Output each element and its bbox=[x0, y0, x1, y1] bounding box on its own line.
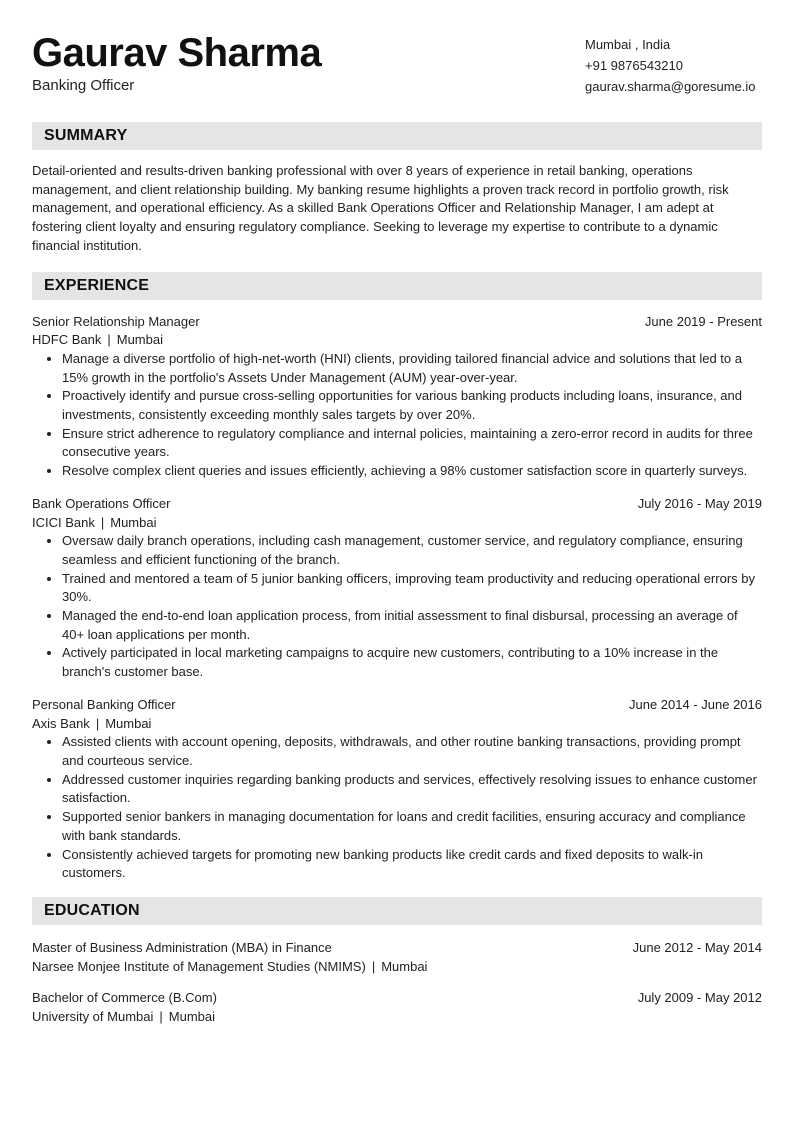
edu-school: Narsee Monjee Institute of Management Studies (NMIMS) bbox=[32, 958, 366, 974]
job-bullet: • Consistently achieved targets for promoting new banking products like credit cards and fixed deposits to walk-in customers. bbox=[62, 846, 762, 883]
summary-section bbox=[32, 122, 762, 256]
job-company: ICICI Bank bbox=[32, 514, 95, 530]
experience-item bbox=[32, 696, 762, 883]
separator: | bbox=[95, 715, 100, 731]
candidate-name: Gaurav Sharma bbox=[32, 31, 322, 75]
separator: | bbox=[371, 958, 376, 974]
edu-location: Mumbai bbox=[381, 958, 428, 974]
job-role: Senior Relationship Manager bbox=[32, 313, 200, 329]
job-bullet: • Proactively identify and pursue cross-selling opportunities for various banking products including loans, insurance, and investments, consistently exceeding monthly sales targets by over 20%. bbox=[62, 387, 762, 424]
education-heading: EDUCATION bbox=[32, 897, 762, 925]
separator: | bbox=[159, 1009, 163, 1025]
job-location: Mumbai bbox=[105, 715, 152, 731]
education-section bbox=[32, 897, 762, 1027]
job-company: HDFC Bank bbox=[32, 332, 102, 348]
job-dates: June 2019 - Present bbox=[644, 313, 762, 329]
job-bullet: • Trained and mentored a team of 5 junior banking officers, improving team productivity and reducing operational errors by 30%. bbox=[62, 570, 762, 607]
contact-phone: +91 9876543210 bbox=[585, 58, 683, 73]
experience-item bbox=[32, 313, 762, 481]
job-bullet: • Addressed customer inquiries regarding banking products and services, effectively resolving issues to enhance customer satisfaction. bbox=[62, 771, 762, 808]
job-dates: July 2016 - May 2019 bbox=[637, 495, 762, 511]
job-bullets bbox=[32, 350, 762, 481]
education-item bbox=[32, 939, 762, 976]
edu-school: University of Mumbai bbox=[32, 1009, 154, 1025]
job-bullet: • Managed the end-to-end loan application process, from initial assessment to final disbursal, processing an average of 40+ loan applications per month. bbox=[62, 607, 762, 644]
edu-location: Mumbai bbox=[168, 1009, 216, 1025]
job-dates: June 2014 - June 2016 bbox=[629, 696, 762, 712]
job-bullets bbox=[32, 733, 762, 883]
summary-heading: SUMMARY bbox=[32, 122, 762, 150]
separator: | bbox=[107, 332, 111, 348]
job-bullets bbox=[32, 532, 762, 682]
contact-location: Mumbai , India bbox=[585, 37, 671, 52]
separator: | bbox=[100, 514, 105, 530]
education-item bbox=[32, 989, 762, 1026]
contact-block bbox=[585, 34, 762, 97]
experience-section bbox=[32, 272, 762, 883]
job-location: Mumbai bbox=[110, 514, 157, 530]
job-bullet: • Supported senior bankers in managing documentation for loans and credit facilities, ensuring accuracy and compliance with bank standards. bbox=[62, 808, 762, 845]
job-bullet: • Ensure strict adherence to regulatory compliance and internal policies, maintaining a zero-error record in audits for three consecutive years. bbox=[62, 425, 762, 462]
job-bullet: • Resolve complex client queries and issues efficiently, achieving a 98% customer satisfaction score in quarterly surveys. bbox=[62, 462, 762, 481]
job-bullet: • Assisted clients with account opening, deposits, withdrawals, and other routine banking transactions, providing prompt and courteous service. bbox=[62, 733, 762, 770]
contact-email[interactable]: gaurav.sharma@goresume.io bbox=[585, 79, 756, 94]
job-company: Axis Bank bbox=[32, 715, 90, 731]
job-bullet: • Actively participated in local marketing campaigns to acquire new customers, contributing to a 10% increase in the branch's customer base. bbox=[62, 644, 762, 681]
education-list bbox=[32, 939, 762, 1027]
job-bullet: • Oversaw daily branch operations, including cash management, customer service, and regulatory compliance, ensuring seamless and efficient functioning of the branch. bbox=[62, 532, 762, 569]
edu-dates: June 2012 - May 2014 bbox=[632, 939, 762, 955]
job-location: Mumbai bbox=[116, 332, 163, 348]
job-role: Bank Operations Officer bbox=[32, 495, 171, 511]
experience-heading: EXPERIENCE bbox=[32, 272, 762, 300]
edu-dates: July 2009 - May 2012 bbox=[637, 990, 762, 1006]
resume-page bbox=[32, 30, 762, 1040]
job-role: Personal Banking Officer bbox=[32, 696, 176, 712]
summary-text: Detail-oriented and results-driven banking professional with over 8 years of experience in retail banking, operations management, and client relationship building. My banking resume highlights a proven track record in portfolio growth, risk management, and operational efficiency. As a skilled Bank Operations Officer and Relationship Manager, I am adept at fostering client loyalty and ensuring regulatory compliance. Seeking to leverage my expertise to contribute to a dynamic financial institution. bbox=[32, 163, 729, 253]
job-bullet: • Manage a diverse portfolio of high-net-worth (HNI) clients, providing tailored financial advice and solutions that led to a 15% growth in the portfolio's Assets Under Management (AUM) year-over-year. bbox=[62, 350, 762, 387]
candidate-title: Banking Officer bbox=[32, 77, 135, 94]
edu-degree: Bachelor of Commerce (B.Com) bbox=[32, 990, 217, 1006]
experience-item bbox=[32, 495, 762, 682]
resume-header bbox=[32, 30, 762, 108]
edu-degree: Master of Business Administration (MBA) in Finance bbox=[32, 939, 332, 955]
